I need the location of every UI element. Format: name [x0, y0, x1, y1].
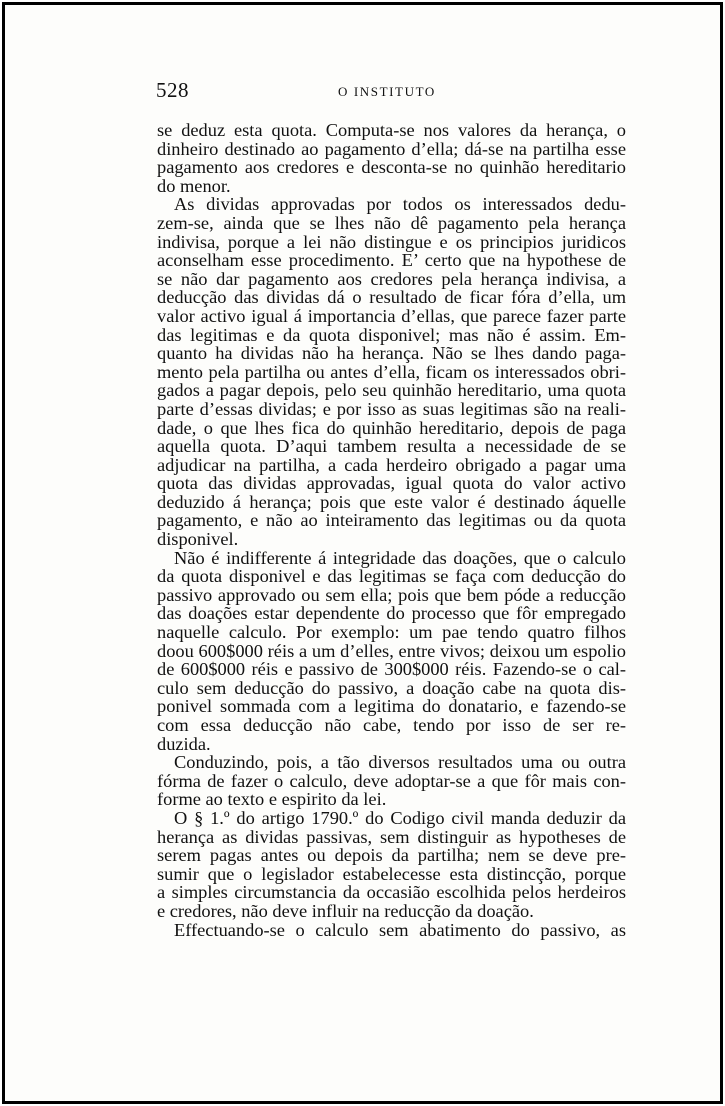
text-line: com essa deducção não cabe, tendo por isso de ser re-	[157, 715, 626, 735]
text-line: zem-se, ainda que se lhes não dê pagamento pela herança	[157, 212, 626, 233]
text-line: herança as dividas passivas, sem distinguir as hypotheses de	[157, 826, 626, 847]
body-text	[157, 121, 626, 939]
text-line: O § 1.º do artigo 1790.º do Codigo civil manda deduzir da	[174, 807, 626, 828]
text-line: duzida.	[157, 733, 211, 754]
text-line: sumir que o legislador estabelecesse esta distincção, porque	[157, 863, 626, 884]
text-line: do menor.	[157, 175, 231, 196]
text-line: se não dar pagamento aos credores pela herança indivisa, a	[157, 268, 626, 289]
text-line: deducção das dividas dá o resultado de ficar fóra d’ella, um	[157, 287, 626, 308]
text-line: quanto ha dividas não ha herança. Não se lhes dando paga-	[157, 343, 626, 364]
text-line: dade, o que lhes fica do quinhão hereditario, depois de paga	[157, 417, 626, 438]
text-line: Effectuando-se o calculo sem abatimento do passivo, as	[174, 919, 626, 940]
text-line: doou 600$000 réis a um d’elles, entre vivos; deixou um espolio	[157, 640, 626, 661]
text-line: pagamento, e não ao inteiramento das legitimas ou da quota	[157, 510, 626, 531]
text-line: serem pagas antes ou depois da partilha; nem se deve pre-	[157, 845, 626, 866]
text-line: parte d’essas dividas; e por isso as suas legitimas são na reali-	[157, 398, 626, 419]
text-line: adjudicar na partilha, a cada herdeiro obrigado a pagar uma	[157, 454, 626, 475]
text-line: valor activo igual á importancia d’ellas, que parece fazer parte	[157, 305, 626, 326]
page-number: 528	[156, 78, 189, 102]
text-line: das legitimas e da quota disponivel; mas não é assim. Em-	[157, 324, 626, 345]
text-line: deduzido á herança; pois que este valor é destinado áquelle	[157, 491, 626, 512]
text-line: aconselham esse procedimento. E’ certo que na hypothese de	[157, 250, 626, 271]
text-line: fórma de fazer o calculo, deve adoptar-se a que fôr mais con-	[157, 770, 626, 791]
running-title: O INSTITUTO	[338, 84, 436, 99]
text-line: Não é indifferente á integridade das doações, que o calculo	[174, 547, 626, 568]
text-line: aquella quota. D’aqui tambem resulta a necessidade de se	[157, 436, 626, 457]
text-line: Conduzindo, pois, a tão diversos resultados uma ou outra	[174, 752, 626, 773]
text-line: quota das dividas approvadas, igual quota do valor activo	[157, 473, 626, 494]
text-line: indivisa, porque a lei não distingue e os principios juridicos	[157, 231, 626, 252]
text-line: passivo approvado ou sem ella; pois que bem póde a reducção	[157, 584, 626, 605]
text-line: pagamento aos credores e desconta-se no quinhão hereditario	[157, 157, 626, 178]
text-line: das doações estar dependente do processo que fôr empregado	[157, 603, 626, 624]
text-line: de 600$000 réis e passivo de 300$000 réis. Fazendo-se o cal-	[157, 659, 626, 680]
text-line: da quota disponivel e das legitimas se faça com deducção do	[157, 566, 626, 587]
text-line: e credores, não deve influir na reducção da doação.	[157, 900, 534, 921]
text-line: disponivel.	[157, 529, 239, 550]
text-line: mento pela partilha ou antes d’ella, ficam os interessados obri-	[157, 361, 626, 382]
text-line: a simples circumstancia da occasião escolhida pelos herdeiros	[157, 882, 626, 903]
text-line: As dividas approvadas por todos os interessados dedu-	[174, 194, 626, 215]
text-line: ponivel sommada com a legitima do donatario, e fazendo-se	[157, 696, 626, 717]
text-line: gados a pagar depois, pelo seu quinhão hereditario, uma quota	[157, 380, 626, 401]
text-line: culo sem deducção do passivo, a doação cabe na quota dis-	[157, 677, 626, 698]
text-line: forme ao texto e espirito da lei.	[157, 789, 387, 810]
text-line: naquelle calculo. Por exemplo: um pae tendo quatro filhos	[157, 622, 626, 643]
text-line: se deduz esta quota. Computa-se nos valores da herança, o	[157, 120, 626, 140]
text-line: dinheiro destinado ao pagamento d’ella; dá-se na partilha esse	[157, 138, 626, 159]
